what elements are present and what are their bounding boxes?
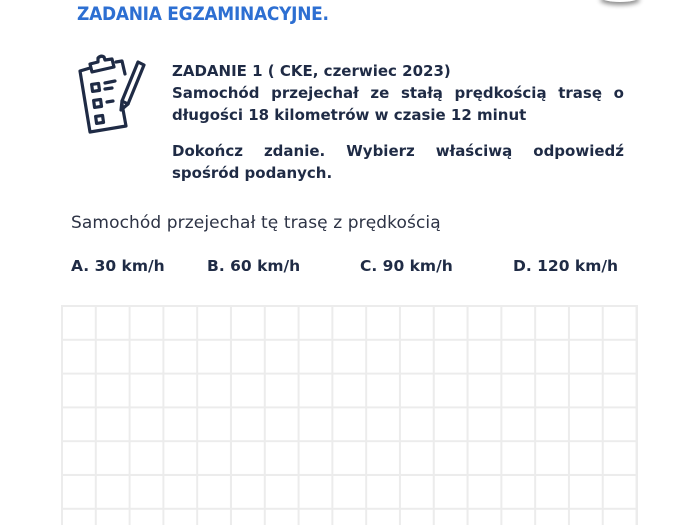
task-heading: ZADANIE 1 ( CKE, czerwiec 2023)	[172, 62, 451, 80]
task-instruction-line-2: spośród podanych.	[172, 164, 333, 182]
answer-option-b[interactable]: B. 60 km/h	[207, 257, 301, 275]
task-instruction-line-1	[172, 140, 624, 162]
task-statement-line-1	[172, 82, 624, 104]
answer-option-a[interactable]: A. 30 km/h	[71, 257, 165, 275]
answer-option-c[interactable]: C. 90 km/h	[360, 257, 453, 275]
task-instruction-text: Dokończ zdanie. Wybierz właściwą odpowiedź	[172, 142, 624, 160]
task-statement-text: Samochód przejechał ze stałą prędkością trasę o	[172, 84, 624, 102]
top-decoration-shadow	[600, 0, 640, 2]
task-statement-line-2: długości 18 kilometrów w czasie 12 minut	[172, 106, 527, 124]
answer-options	[71, 257, 631, 281]
answer-grid-area	[61, 305, 638, 525]
answer-option-d[interactable]: D. 120 km/h	[513, 257, 619, 275]
page-title: ZADANIA EGZAMINACYJNE.	[77, 4, 329, 25]
clipboard-checklist-pencil-icon	[76, 54, 148, 138]
task-block	[172, 60, 624, 184]
question-text: Samochód przejechał tę trasę z prędkością	[71, 213, 441, 233]
